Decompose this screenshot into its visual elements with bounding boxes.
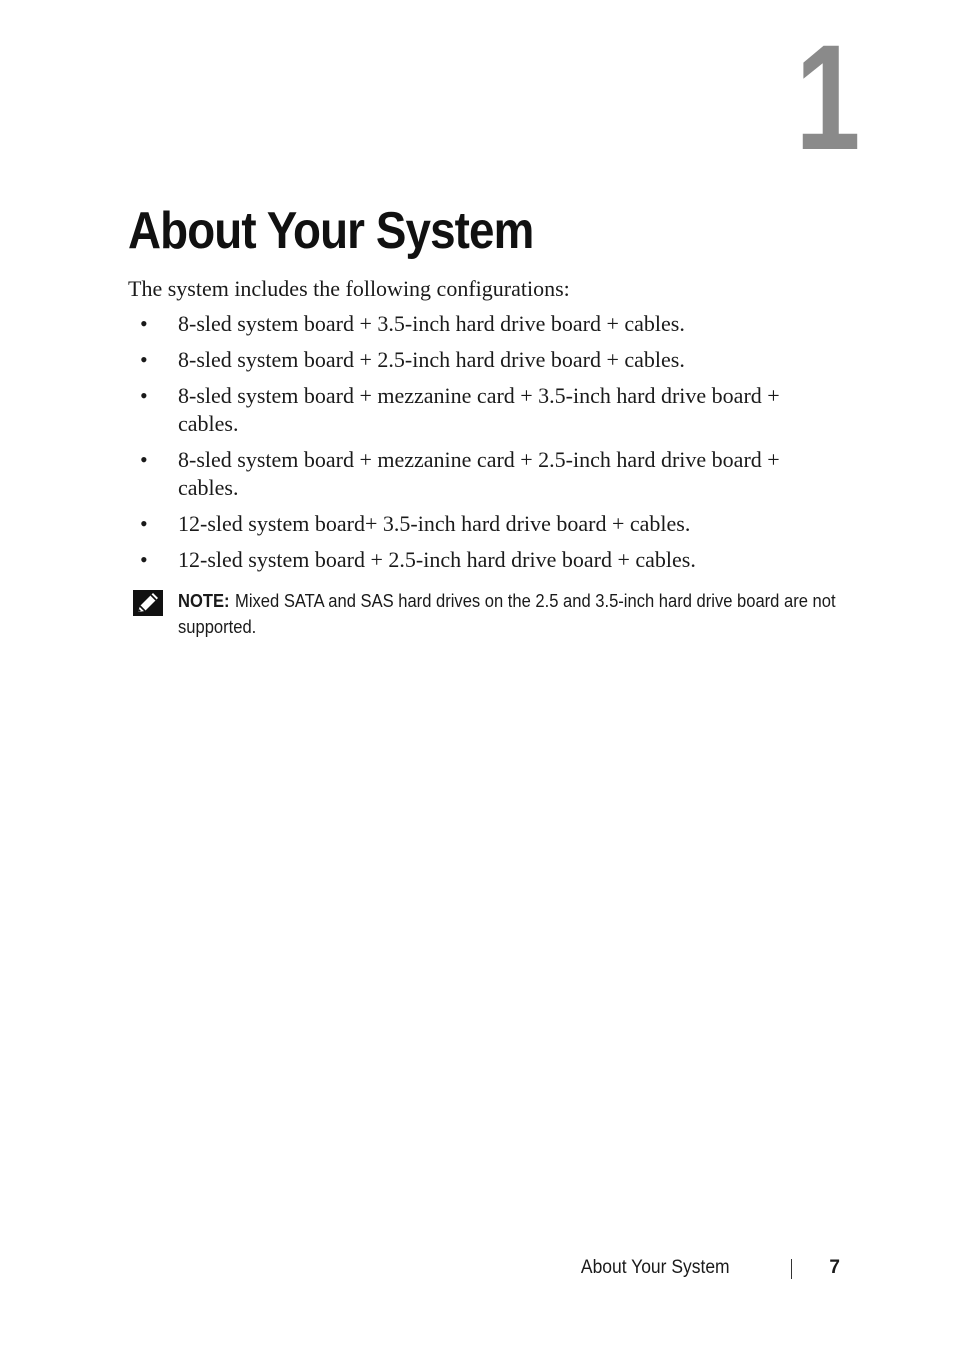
list-item-text: 12-sled system board+ 3.5-inch hard drive board + cables. (178, 511, 691, 536)
bullet-icon: • (140, 347, 148, 372)
page-number: 7 (829, 1257, 840, 1278)
bullet-icon: • (140, 547, 148, 572)
list-item (128, 446, 828, 502)
list-item-text: 12-sled system board + 2.5-inch hard drive board + cables. (178, 547, 696, 572)
chapter-title: About Your System (128, 202, 534, 260)
list-item-text: 8-sled system board + mezzanine card + 2.5-inch hard drive board + cables. (178, 447, 780, 500)
list-item-text: 8-sled system board + mezzanine card + 3.5-inch hard drive board + cables. (178, 383, 780, 436)
list-item (128, 310, 828, 338)
bullet-icon: • (140, 447, 148, 472)
list-item (128, 382, 828, 438)
note-body: Mixed SATA and SAS hard drives on the 2.5 and 3.5-inch hard drive board are not supported. (178, 591, 836, 637)
footer-section-title: About Your System (581, 1257, 730, 1278)
note-pencil-icon (133, 590, 163, 616)
configuration-list (128, 310, 828, 582)
intro-paragraph: The system includes the following configurations: (128, 276, 570, 301)
bullet-icon: • (140, 511, 148, 536)
list-item-text: 8-sled system board + 3.5-inch hard drive board + cables. (178, 311, 685, 336)
list-item-text: 8-sled system board + 2.5-inch hard drive board + cables. (178, 347, 685, 372)
list-item (128, 510, 828, 538)
bullet-icon: • (140, 311, 148, 336)
page-footer (540, 1254, 840, 1282)
note-text (178, 588, 845, 640)
note-label: NOTE: (178, 591, 230, 611)
footer-divider (791, 1259, 792, 1279)
list-item (128, 346, 828, 374)
bullet-icon: • (140, 383, 148, 408)
list-item (128, 546, 828, 574)
chapter-number: 1 (795, 13, 858, 181)
